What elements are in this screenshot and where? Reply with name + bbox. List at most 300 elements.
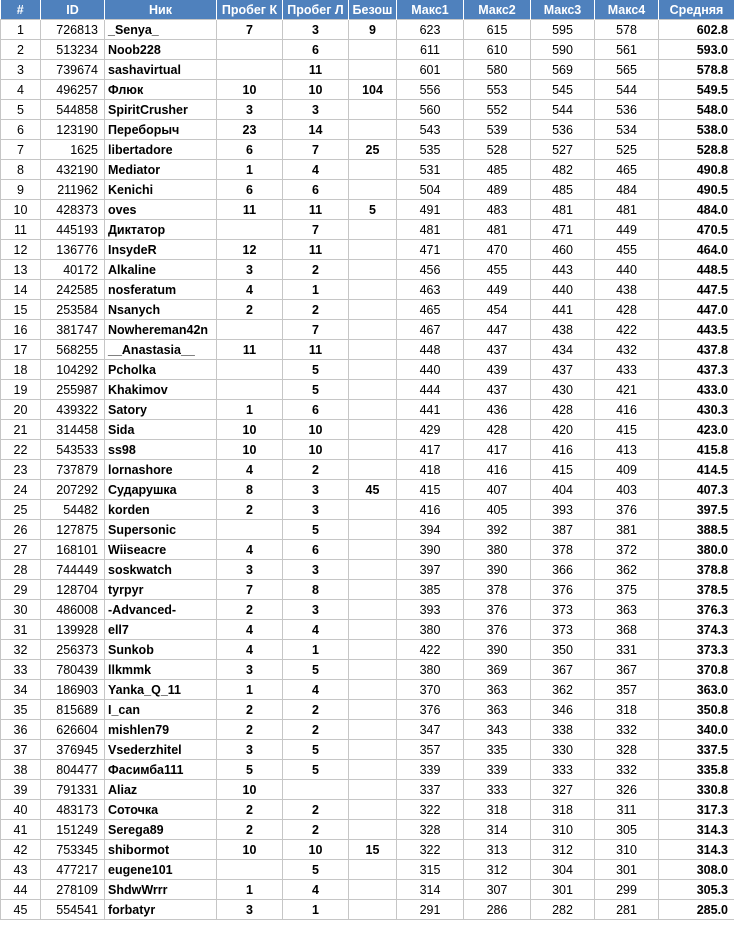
table-row: [1, 860, 734, 880]
max1-cell: 560: [397, 100, 464, 120]
id-cell: 804477: [41, 760, 105, 780]
run-k-cell: 10: [217, 780, 283, 800]
run-k-cell: 1: [217, 680, 283, 700]
average-cell: 437.8: [659, 340, 734, 360]
max1-cell: 417: [397, 440, 464, 460]
nick-cell: lornashore: [105, 460, 217, 480]
nick-cell: Mediator: [105, 160, 217, 180]
header-col-rank: #: [1, 0, 41, 20]
nick-cell: Kenichi: [105, 180, 217, 200]
max3-cell: 481: [531, 200, 595, 220]
run-k-cell: 2: [217, 720, 283, 740]
run-l-cell: [283, 780, 349, 800]
run-k-cell: [217, 860, 283, 880]
max3-cell: 310: [531, 820, 595, 840]
max3-cell: 545: [531, 80, 595, 100]
average-cell: 447.5: [659, 280, 734, 300]
run-k-cell: [217, 520, 283, 540]
header-col-average: Средняя: [659, 0, 734, 20]
run-l-cell: 8: [283, 580, 349, 600]
max4-cell: 367: [595, 660, 659, 680]
table-row: [1, 80, 734, 100]
run-l-cell: 2: [283, 800, 349, 820]
table-row: [1, 640, 734, 660]
run-k-cell: 3: [217, 900, 283, 920]
run-k-cell: 23: [217, 120, 283, 140]
run-l-cell: 5: [283, 660, 349, 680]
max2-cell: 485: [464, 160, 531, 180]
max3-cell: 330: [531, 740, 595, 760]
max4-cell: 536: [595, 100, 659, 120]
rank-cell: 33: [1, 660, 41, 680]
nick-cell: nosferatum: [105, 280, 217, 300]
run-l-cell: 7: [283, 220, 349, 240]
run-l-cell: 1: [283, 280, 349, 300]
rank-cell: 37: [1, 740, 41, 760]
run-k-cell: 8: [217, 480, 283, 500]
max1-cell: 385: [397, 580, 464, 600]
flawless-cell: [349, 220, 397, 240]
max4-cell: 311: [595, 800, 659, 820]
max2-cell: 470: [464, 240, 531, 260]
flawless-cell: [349, 320, 397, 340]
nick-cell: Satory: [105, 400, 217, 420]
flawless-cell: [349, 360, 397, 380]
max3-cell: 367: [531, 660, 595, 680]
flawless-cell: [349, 340, 397, 360]
max2-cell: 528: [464, 140, 531, 160]
flawless-cell: [349, 160, 397, 180]
flawless-cell: [349, 780, 397, 800]
table-row: [1, 60, 734, 80]
average-cell: 528.8: [659, 140, 734, 160]
max4-cell: 375: [595, 580, 659, 600]
max4-cell: 409: [595, 460, 659, 480]
flawless-cell: [349, 60, 397, 80]
flawless-cell: [349, 380, 397, 400]
run-l-cell: 11: [283, 200, 349, 220]
max1-cell: 440: [397, 360, 464, 380]
average-cell: 308.0: [659, 860, 734, 880]
id-cell: 104292: [41, 360, 105, 380]
average-cell: 314.3: [659, 840, 734, 860]
flawless-cell: [349, 260, 397, 280]
run-l-cell: 6: [283, 40, 349, 60]
header-row: [1, 0, 734, 20]
max4-cell: 381: [595, 520, 659, 540]
max4-cell: 484: [595, 180, 659, 200]
max4-cell: 357: [595, 680, 659, 700]
run-k-cell: 3: [217, 100, 283, 120]
flawless-cell: [349, 560, 397, 580]
nick-cell: ss98: [105, 440, 217, 460]
average-cell: 314.3: [659, 820, 734, 840]
max4-cell: 440: [595, 260, 659, 280]
average-cell: 380.0: [659, 540, 734, 560]
id-cell: 40172: [41, 260, 105, 280]
id-cell: 128704: [41, 580, 105, 600]
nick-cell: Флюк: [105, 80, 217, 100]
max2-cell: 286: [464, 900, 531, 920]
nick-cell: eugene101: [105, 860, 217, 880]
run-l-cell: 1: [283, 640, 349, 660]
max2-cell: 405: [464, 500, 531, 520]
max4-cell: 301: [595, 860, 659, 880]
table-row: [1, 720, 734, 740]
max3-cell: 536: [531, 120, 595, 140]
table-row: [1, 900, 734, 920]
id-cell: 496257: [41, 80, 105, 100]
run-l-cell: 1: [283, 900, 349, 920]
id-cell: 483173: [41, 800, 105, 820]
max3-cell: 338: [531, 720, 595, 740]
max4-cell: 455: [595, 240, 659, 260]
flawless-cell: 9: [349, 20, 397, 40]
table-row: [1, 560, 734, 580]
max3-cell: 590: [531, 40, 595, 60]
max4-cell: 433: [595, 360, 659, 380]
run-l-cell: 5: [283, 860, 349, 880]
table-row: [1, 120, 734, 140]
average-cell: 330.8: [659, 780, 734, 800]
max3-cell: 420: [531, 420, 595, 440]
average-cell: 285.0: [659, 900, 734, 920]
max2-cell: 454: [464, 300, 531, 320]
max4-cell: 432: [595, 340, 659, 360]
max2-cell: 333: [464, 780, 531, 800]
max2-cell: 449: [464, 280, 531, 300]
nick-cell: oves: [105, 200, 217, 220]
flawless-cell: 5: [349, 200, 397, 220]
average-cell: 340.0: [659, 720, 734, 740]
max4-cell: 449: [595, 220, 659, 240]
rank-cell: 39: [1, 780, 41, 800]
id-cell: 626604: [41, 720, 105, 740]
max2-cell: 378: [464, 580, 531, 600]
table-row: [1, 840, 734, 860]
id-cell: 255987: [41, 380, 105, 400]
id-cell: 54482: [41, 500, 105, 520]
id-cell: 486008: [41, 600, 105, 620]
rank-cell: 40: [1, 800, 41, 820]
max4-cell: 368: [595, 620, 659, 640]
max2-cell: 407: [464, 480, 531, 500]
rank-cell: 11: [1, 220, 41, 240]
rank-cell: 1: [1, 20, 41, 40]
max1-cell: 471: [397, 240, 464, 260]
nick-cell: Sida: [105, 420, 217, 440]
header-col-nick: Ник: [105, 0, 217, 20]
nick-cell: -Advanced-: [105, 600, 217, 620]
rank-cell: 36: [1, 720, 41, 740]
id-cell: 428373: [41, 200, 105, 220]
nick-cell: Alkaline: [105, 260, 217, 280]
run-l-cell: 10: [283, 420, 349, 440]
nick-cell: ShdwWrrr: [105, 880, 217, 900]
max2-cell: 553: [464, 80, 531, 100]
run-k-cell: 4: [217, 540, 283, 560]
max3-cell: 393: [531, 500, 595, 520]
nick-cell: Khakimov: [105, 380, 217, 400]
rank-cell: 22: [1, 440, 41, 460]
nick-cell: Aliaz: [105, 780, 217, 800]
run-l-cell: 11: [283, 60, 349, 80]
nick-cell: Sunkob: [105, 640, 217, 660]
flawless-cell: [349, 700, 397, 720]
max1-cell: 315: [397, 860, 464, 880]
max2-cell: 363: [464, 700, 531, 720]
max1-cell: 504: [397, 180, 464, 200]
max2-cell: 335: [464, 740, 531, 760]
run-l-cell: 2: [283, 460, 349, 480]
run-k-cell: [217, 40, 283, 60]
max4-cell: 332: [595, 760, 659, 780]
flawless-cell: [349, 540, 397, 560]
max2-cell: 428: [464, 420, 531, 440]
max2-cell: 455: [464, 260, 531, 280]
average-cell: 414.5: [659, 460, 734, 480]
max3-cell: 595: [531, 20, 595, 40]
table-row: [1, 400, 734, 420]
max4-cell: 299: [595, 880, 659, 900]
table-row: [1, 100, 734, 120]
max2-cell: 481: [464, 220, 531, 240]
flawless-cell: 45: [349, 480, 397, 500]
max3-cell: 282: [531, 900, 595, 920]
flawless-cell: [349, 900, 397, 920]
run-k-cell: 4: [217, 280, 283, 300]
id-cell: 278109: [41, 880, 105, 900]
flawless-cell: 25: [349, 140, 397, 160]
max3-cell: 434: [531, 340, 595, 360]
run-l-cell: 3: [283, 600, 349, 620]
max2-cell: 439: [464, 360, 531, 380]
max2-cell: 539: [464, 120, 531, 140]
nick-cell: Сударушка: [105, 480, 217, 500]
id-cell: 381747: [41, 320, 105, 340]
max3-cell: 441: [531, 300, 595, 320]
max3-cell: 350: [531, 640, 595, 660]
max1-cell: 611: [397, 40, 464, 60]
flawless-cell: [349, 300, 397, 320]
max3-cell: 544: [531, 100, 595, 120]
nick-cell: Переборыч: [105, 120, 217, 140]
flawless-cell: [349, 240, 397, 260]
table-row: [1, 300, 734, 320]
max3-cell: 437: [531, 360, 595, 380]
average-cell: 430.3: [659, 400, 734, 420]
id-cell: 439322: [41, 400, 105, 420]
run-l-cell: 3: [283, 480, 349, 500]
run-l-cell: 2: [283, 720, 349, 740]
nick-cell: shibormot: [105, 840, 217, 860]
max4-cell: 310: [595, 840, 659, 860]
id-cell: 780439: [41, 660, 105, 680]
max4-cell: 428: [595, 300, 659, 320]
rank-cell: 16: [1, 320, 41, 340]
max3-cell: 430: [531, 380, 595, 400]
max3-cell: 373: [531, 620, 595, 640]
max3-cell: 333: [531, 760, 595, 780]
max3-cell: 304: [531, 860, 595, 880]
table-row: [1, 620, 734, 640]
flawless-cell: [349, 400, 397, 420]
rank-cell: 4: [1, 80, 41, 100]
id-cell: 554541: [41, 900, 105, 920]
table-row: [1, 280, 734, 300]
id-cell: 314458: [41, 420, 105, 440]
run-l-cell: 7: [283, 320, 349, 340]
max4-cell: 416: [595, 400, 659, 420]
max3-cell: 485: [531, 180, 595, 200]
flawless-cell: 15: [349, 840, 397, 860]
average-cell: 447.0: [659, 300, 734, 320]
average-cell: 448.5: [659, 260, 734, 280]
nick-cell: Noob228: [105, 40, 217, 60]
max1-cell: 337: [397, 780, 464, 800]
max3-cell: 378: [531, 540, 595, 560]
rank-cell: 18: [1, 360, 41, 380]
table-row: [1, 800, 734, 820]
max4-cell: 422: [595, 320, 659, 340]
rank-cell: 34: [1, 680, 41, 700]
table-row: [1, 760, 734, 780]
rank-cell: 41: [1, 820, 41, 840]
id-cell: 207292: [41, 480, 105, 500]
average-cell: 317.3: [659, 800, 734, 820]
run-l-cell: 3: [283, 500, 349, 520]
max2-cell: 376: [464, 620, 531, 640]
run-l-cell: 3: [283, 560, 349, 580]
id-cell: 376945: [41, 740, 105, 760]
average-cell: 335.8: [659, 760, 734, 780]
nick-cell: SpiritCrusher: [105, 100, 217, 120]
id-cell: 477217: [41, 860, 105, 880]
max2-cell: 339: [464, 760, 531, 780]
table-row: [1, 420, 734, 440]
max1-cell: 429: [397, 420, 464, 440]
id-cell: 186903: [41, 680, 105, 700]
table-row: [1, 40, 734, 60]
max1-cell: 556: [397, 80, 464, 100]
max2-cell: 380: [464, 540, 531, 560]
id-cell: 737879: [41, 460, 105, 480]
id-cell: 513234: [41, 40, 105, 60]
max2-cell: 417: [464, 440, 531, 460]
max1-cell: 376: [397, 700, 464, 720]
max1-cell: 380: [397, 620, 464, 640]
max1-cell: 390: [397, 540, 464, 560]
max3-cell: 362: [531, 680, 595, 700]
max4-cell: 372: [595, 540, 659, 560]
max3-cell: 346: [531, 700, 595, 720]
id-cell: 139928: [41, 620, 105, 640]
table-row: [1, 140, 734, 160]
id-cell: 256373: [41, 640, 105, 660]
header-col-max4: Макс4: [595, 0, 659, 20]
max2-cell: 489: [464, 180, 531, 200]
table-row: [1, 820, 734, 840]
run-l-cell: 4: [283, 160, 349, 180]
run-k-cell: 4: [217, 460, 283, 480]
run-k-cell: 3: [217, 560, 283, 580]
run-k-cell: 2: [217, 700, 283, 720]
table-row: [1, 240, 734, 260]
average-cell: 602.8: [659, 20, 734, 40]
table-row: [1, 160, 734, 180]
table-row: [1, 320, 734, 340]
max1-cell: 380: [397, 660, 464, 680]
rank-cell: 15: [1, 300, 41, 320]
max1-cell: 397: [397, 560, 464, 580]
rank-cell: 38: [1, 760, 41, 780]
header-col-run-k: Пробег К: [217, 0, 283, 20]
run-k-cell: 11: [217, 200, 283, 220]
run-l-cell: 4: [283, 620, 349, 640]
rank-cell: 29: [1, 580, 41, 600]
id-cell: 726813: [41, 20, 105, 40]
run-l-cell: 5: [283, 360, 349, 380]
nick-cell: Supersonic: [105, 520, 217, 540]
nick-cell: I_can: [105, 700, 217, 720]
table-row: [1, 220, 734, 240]
average-cell: 538.0: [659, 120, 734, 140]
id-cell: 815689: [41, 700, 105, 720]
max4-cell: 376: [595, 500, 659, 520]
average-cell: 415.8: [659, 440, 734, 460]
max4-cell: 415: [595, 420, 659, 440]
rank-cell: 42: [1, 840, 41, 860]
max3-cell: 527: [531, 140, 595, 160]
run-k-cell: 5: [217, 760, 283, 780]
rank-cell: 6: [1, 120, 41, 140]
average-cell: 490.8: [659, 160, 734, 180]
run-l-cell: 2: [283, 300, 349, 320]
rank-cell: 20: [1, 400, 41, 420]
max1-cell: 314: [397, 880, 464, 900]
max2-cell: 314: [464, 820, 531, 840]
flawless-cell: [349, 760, 397, 780]
nick-cell: sashavirtual: [105, 60, 217, 80]
id-cell: 753345: [41, 840, 105, 860]
max4-cell: 421: [595, 380, 659, 400]
rank-cell: 23: [1, 460, 41, 480]
rank-cell: 19: [1, 380, 41, 400]
max3-cell: 312: [531, 840, 595, 860]
rank-cell: 45: [1, 900, 41, 920]
max1-cell: 601: [397, 60, 464, 80]
header-col-max1: Макс1: [397, 0, 464, 20]
id-cell: 543533: [41, 440, 105, 460]
rank-cell: 28: [1, 560, 41, 580]
max2-cell: 610: [464, 40, 531, 60]
max1-cell: 370: [397, 680, 464, 700]
run-k-cell: [217, 320, 283, 340]
average-cell: 388.5: [659, 520, 734, 540]
nick-cell: __Anastasia__: [105, 340, 217, 360]
header-col-max3: Макс3: [531, 0, 595, 20]
average-cell: 578.8: [659, 60, 734, 80]
flawless-cell: [349, 40, 397, 60]
max4-cell: 318: [595, 700, 659, 720]
table-row: [1, 260, 734, 280]
run-k-cell: 2: [217, 820, 283, 840]
nick-cell: libertadore: [105, 140, 217, 160]
nick-cell: Wiiseacre: [105, 540, 217, 560]
id-cell: 445193: [41, 220, 105, 240]
nick-cell: llkmmk: [105, 660, 217, 680]
header-col-flawless: Безош: [349, 0, 397, 20]
